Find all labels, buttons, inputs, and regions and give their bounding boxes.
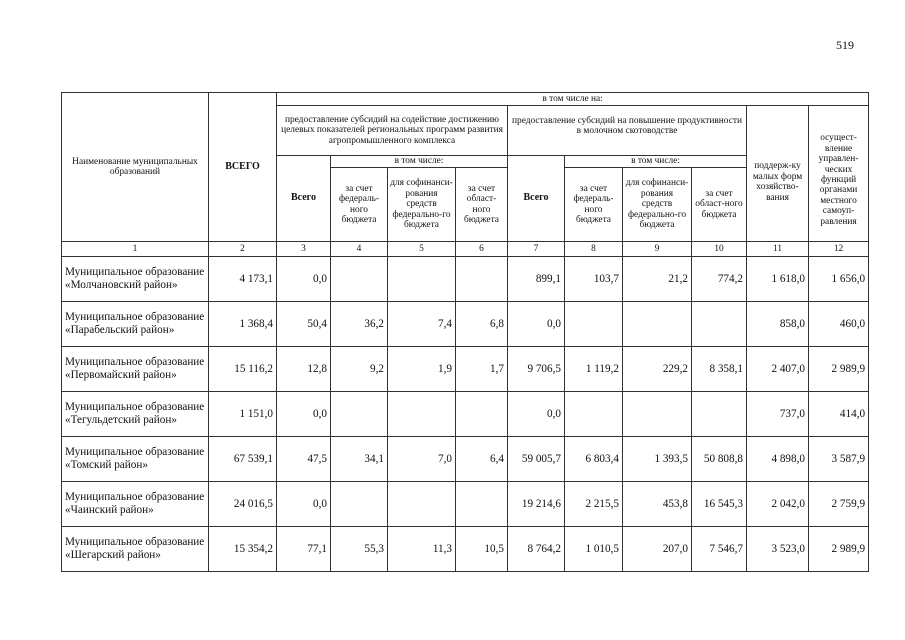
- municipality-name: Муниципальное образование «Первомайский район»: [62, 347, 209, 392]
- cell-total: 67 539,1: [209, 437, 277, 482]
- header-total: ВСЕГО: [209, 93, 277, 242]
- column-number: 12: [809, 242, 869, 257]
- cell-c8: 1 119,2: [565, 347, 623, 392]
- table-row: [62, 527, 869, 572]
- header-group-subsidy-dairy: предоставление субсидий на повышение продуктивности в молочном скотоводстве: [508, 106, 747, 156]
- cell-c6: 1,7: [456, 347, 508, 392]
- cell-c3: 77,1: [277, 527, 331, 572]
- header-name: Наименование муниципальных образований: [62, 93, 209, 242]
- cell-c5: [388, 392, 456, 437]
- table-row: [62, 437, 869, 482]
- cell-c4: [331, 392, 388, 437]
- column-number: 1: [62, 242, 209, 257]
- cell-c5: 11,3: [388, 527, 456, 572]
- cell-c6: [456, 257, 508, 302]
- cell-total: 1 151,0: [209, 392, 277, 437]
- cell-c12: 414,0: [809, 392, 869, 437]
- column-number: 7: [508, 242, 565, 257]
- header-reg-dairy: за счет област-ного бюджета: [692, 168, 747, 242]
- cell-c9: 1 393,5: [623, 437, 692, 482]
- cell-c9: 453,8: [623, 482, 692, 527]
- cell-c4: 34,1: [331, 437, 388, 482]
- column-number: 9: [623, 242, 692, 257]
- page-number: 519: [836, 38, 854, 52]
- cell-c6: 6,4: [456, 437, 508, 482]
- cell-c10: 8 358,1: [692, 347, 747, 392]
- cell-c10: [692, 302, 747, 347]
- municipality-name: Муниципальное образование «Шегарский район»: [62, 527, 209, 572]
- cell-total: 15 354,2: [209, 527, 277, 572]
- cell-c4: 9,2: [331, 347, 388, 392]
- cell-c10: 16 545,3: [692, 482, 747, 527]
- cell-c9: 207,0: [623, 527, 692, 572]
- table-body: [62, 257, 869, 572]
- cell-c12: 460,0: [809, 302, 869, 347]
- column-number: 11: [747, 242, 809, 257]
- cell-c12: 3 587,9: [809, 437, 869, 482]
- cell-c9: 229,2: [623, 347, 692, 392]
- cell-c11: 858,0: [747, 302, 809, 347]
- cell-c5: 7,0: [388, 437, 456, 482]
- cell-c4: [331, 482, 388, 527]
- cell-c9: 21,2: [623, 257, 692, 302]
- cell-c10: 7 546,7: [692, 527, 747, 572]
- municipality-name: Муниципальное образование «Томский район»: [62, 437, 209, 482]
- cell-c5: 7,4: [388, 302, 456, 347]
- cell-c12: 2 989,9: [809, 347, 869, 392]
- municipality-name: Муниципальное образование «Парабельский район»: [62, 302, 209, 347]
- cell-c7: 0,0: [508, 302, 565, 347]
- table-row: [62, 257, 869, 302]
- column-number: 2: [209, 242, 277, 257]
- header-functions: осущест-вление управлен-ческих функций органами местного самоуп-равления: [809, 106, 869, 242]
- column-number: 5: [388, 242, 456, 257]
- cell-c5: [388, 482, 456, 527]
- cell-c5: [388, 257, 456, 302]
- cell-c3: 0,0: [277, 257, 331, 302]
- cell-c10: [692, 392, 747, 437]
- header-all-agro: Всего: [277, 156, 331, 242]
- header-reg-agro: за счет област-ного бюджета: [456, 168, 508, 242]
- budget-table: [61, 92, 869, 572]
- column-number: 6: [456, 242, 508, 257]
- cell-c6: [456, 482, 508, 527]
- cell-c11: 2 407,0: [747, 347, 809, 392]
- cell-total: 15 116,2: [209, 347, 277, 392]
- cell-c8: 6 803,4: [565, 437, 623, 482]
- cell-c12: 1 656,0: [809, 257, 869, 302]
- cell-c11: 2 042,0: [747, 482, 809, 527]
- cell-c11: 1 618,0: [747, 257, 809, 302]
- cell-c5: 1,9: [388, 347, 456, 392]
- cell-total: 4 173,1: [209, 257, 277, 302]
- cell-c9: [623, 392, 692, 437]
- column-number: 4: [331, 242, 388, 257]
- table-row: [62, 482, 869, 527]
- cell-c8: [565, 392, 623, 437]
- header-sub-including-dairy: в том числе:: [565, 156, 747, 168]
- header-small-forms: поддерж-ку малых форм хозяйство-вания: [747, 106, 809, 242]
- cell-c12: 2 759,9: [809, 482, 869, 527]
- cell-c11: 4 898,0: [747, 437, 809, 482]
- cell-c3: 0,0: [277, 482, 331, 527]
- header-cofin-dairy: для софинанси-рования средств федерально-го бюджета: [623, 168, 692, 242]
- cell-c8: [565, 302, 623, 347]
- cell-c6: [456, 392, 508, 437]
- cell-c12: 2 989,9: [809, 527, 869, 572]
- cell-c10: 50 808,8: [692, 437, 747, 482]
- cell-c7: 0,0: [508, 392, 565, 437]
- cell-c3: 12,8: [277, 347, 331, 392]
- header-all-dairy: Всего: [508, 156, 565, 242]
- municipality-name: Муниципальное образование «Чаинский район»: [62, 482, 209, 527]
- header-group-subsidy-agro: предоставление субсидий на содействие достижению целевых показателей региональных программ развития агропромышленного комплекса: [277, 106, 508, 156]
- cell-c4: 36,2: [331, 302, 388, 347]
- cell-c8: 1 010,5: [565, 527, 623, 572]
- header-sub-including-agro: в том числе:: [331, 156, 508, 168]
- column-number: 3: [277, 242, 331, 257]
- header-cofin-agro: для софинанси-рования средств федерально-го бюджета: [388, 168, 456, 242]
- cell-c6: 10,5: [456, 527, 508, 572]
- municipality-name: Муниципальное образование «Тегульдетский район»: [62, 392, 209, 437]
- column-number-row: [62, 242, 869, 257]
- cell-c3: 50,4: [277, 302, 331, 347]
- cell-c9: [623, 302, 692, 347]
- column-number: 8: [565, 242, 623, 257]
- cell-c3: 47,5: [277, 437, 331, 482]
- cell-c3: 0,0: [277, 392, 331, 437]
- cell-c7: 59 005,7: [508, 437, 565, 482]
- cell-c11: 737,0: [747, 392, 809, 437]
- column-number: 10: [692, 242, 747, 257]
- table-row: [62, 302, 869, 347]
- cell-c4: 55,3: [331, 527, 388, 572]
- cell-c7: 9 706,5: [508, 347, 565, 392]
- cell-c7: 899,1: [508, 257, 565, 302]
- cell-c7: 19 214,6: [508, 482, 565, 527]
- table-row: [62, 347, 869, 392]
- cell-total: 1 368,4: [209, 302, 277, 347]
- cell-c4: [331, 257, 388, 302]
- cell-c10: 774,2: [692, 257, 747, 302]
- cell-c7: 8 764,2: [508, 527, 565, 572]
- cell-total: 24 016,5: [209, 482, 277, 527]
- cell-c8: 2 215,5: [565, 482, 623, 527]
- header-fed-dairy: за счет федераль-ного бюджета: [565, 168, 623, 242]
- header-including: в том числе на:: [277, 93, 869, 106]
- table-row: [62, 392, 869, 437]
- cell-c8: 103,7: [565, 257, 623, 302]
- header-fed-agro: за счет федераль-ного бюджета: [331, 168, 388, 242]
- cell-c6: 6,8: [456, 302, 508, 347]
- cell-c11: 3 523,0: [747, 527, 809, 572]
- municipality-name: Муниципальное образование «Молчановский район»: [62, 257, 209, 302]
